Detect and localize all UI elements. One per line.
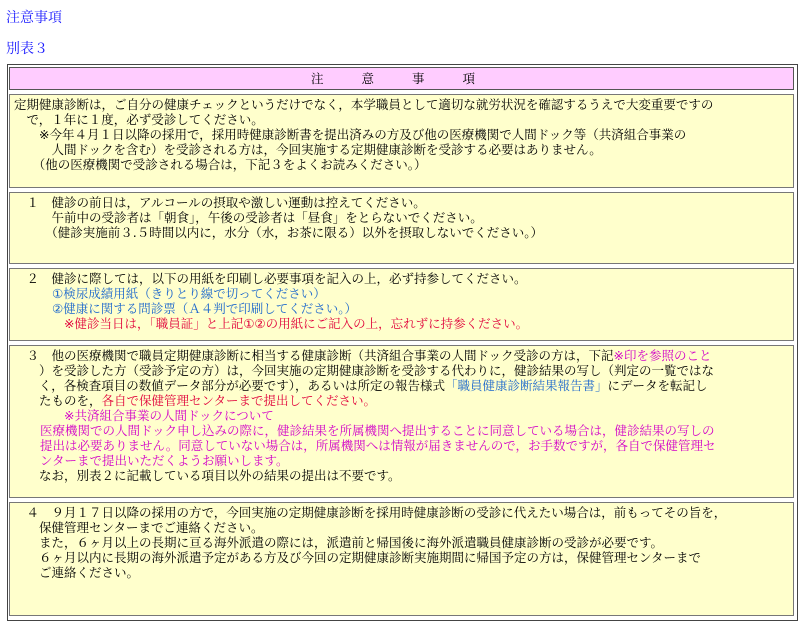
appendix-3-link[interactable]: 別表３ bbox=[6, 41, 48, 57]
item3-line: にデータを転記し bbox=[607, 378, 708, 393]
item3-dock-heading: ※共済組合事業の人間ドックについて bbox=[64, 408, 274, 423]
item3-note-ref: ※印を参照のこと bbox=[613, 348, 712, 363]
item3-line: たものを， bbox=[14, 393, 102, 408]
item3-line: ）を受診した方（受診予定の方）は，今回実施の定期健康診断を受診する代わりに，健診結果の写し（判定の一覧ではな bbox=[14, 363, 715, 378]
item1-line: １ 健診の前日は，アルコールの摂取や激しい運動は控えてください。 bbox=[14, 195, 426, 210]
intro-line: （他の医療機関で受診される場合は，下記３をよくお読みください。） bbox=[14, 157, 427, 172]
intro-section bbox=[9, 94, 794, 188]
item2-warning: ※健診当日は，「職員証」と上記①②の用紙にご記入の上，忘れずに持参ください。 bbox=[64, 316, 529, 331]
urine-test-form-link[interactable]: ①検尿成績用紙（きりとり線で切ってください） bbox=[52, 286, 326, 301]
item4-line: ４ ９月１７日以降の採用の方で，今回実施の定期健康診断を採用時健康診断の受診に代えたい場合は，前もってその旨を， bbox=[14, 505, 727, 520]
item3-dock-text: 提出は必要ありません。同意していない場合は，所属機関へは情報が届きませんので，お手数ですが，各自で保健管理セ bbox=[40, 438, 716, 453]
item4-line: また，６ヶ月以上の長期に亘る海外派遣の際には，派遣前と帰国後に海外派遣職員健康診断の受診が必要です。 bbox=[14, 535, 664, 550]
item3-line: ３ 他の医療機関で職員定期健康診断に相当する健康診断（共済組合事業の人間ドック受診の方は，下記 bbox=[14, 348, 614, 363]
report-form-link[interactable]: 「職員健康診断結果報告書」 bbox=[445, 378, 608, 393]
item3-dock-text: 医療機関での人間ドック申し込みの際に，健診結果を所属機関へ提出することに同意している場合は，健診結果の写しの bbox=[40, 423, 715, 438]
health-questionnaire-link[interactable]: ②健康に関する問診票（Ａ４判で印刷してください。） bbox=[52, 301, 357, 316]
item1-line: 午前中の受診者は「朝食」，午後の受診者は「昼食」をとらないでください。 bbox=[14, 210, 483, 225]
item3-line: なお，別表２に記載している項目以外の結果の提出は不要です。 bbox=[14, 468, 401, 483]
notice-link[interactable]: 注意事項 bbox=[6, 10, 62, 26]
item3-submit-note: 各自で保健管理センターまで提出してください。 bbox=[101, 393, 377, 408]
intro-line: 定期健康診断は，ご自分の健康チェックというだけでなく，本学職員として適切な就労状況を確認するうえで大変重要ですの bbox=[14, 97, 714, 112]
item2-line: ２ 健診に際しては，以下の用紙を印刷し必要事項を記入の上，必ず持参してください。 bbox=[14, 271, 527, 286]
item3-line: く，各検査項目の数値データ部分が必要です），あるいは所定の報告様式 bbox=[14, 378, 446, 393]
item-2-section bbox=[9, 268, 794, 341]
item1-line: （健診実施前３.５時間以内に，水分（水，お茶に限る）以外を摂取しないでください。） bbox=[14, 225, 543, 240]
item-4-section bbox=[9, 502, 794, 616]
item4-line: ご連絡ください。 bbox=[14, 565, 140, 580]
intro-line: で，１年に１度，必ず受診してください。 bbox=[14, 112, 264, 127]
item3-dock-text: ンターまで提出いただくようお願いします。 bbox=[40, 453, 289, 468]
item4-line: 保健管理センターまでご連絡ください。 bbox=[14, 520, 264, 535]
item4-line: ６ヶ月以内に長期の海外派遣予定がある方及び今回の定期健康診断実施期間に帰国予定の方は，保健管理センターまで bbox=[14, 550, 702, 565]
table-header: 注 意 事 項 bbox=[9, 67, 794, 90]
item-1-section bbox=[9, 192, 794, 264]
intro-line: 人間ドックを含む）を受診される方は，今回実施する定期健康診断を受診する必要はありません。 bbox=[14, 142, 602, 157]
item-3-section bbox=[9, 345, 794, 498]
intro-line: ※今年４月１日以降の採用で，採用時健康診断書を提出済みの方及び他の医療機関で人間ドック等（共済組合事業の bbox=[14, 127, 687, 142]
